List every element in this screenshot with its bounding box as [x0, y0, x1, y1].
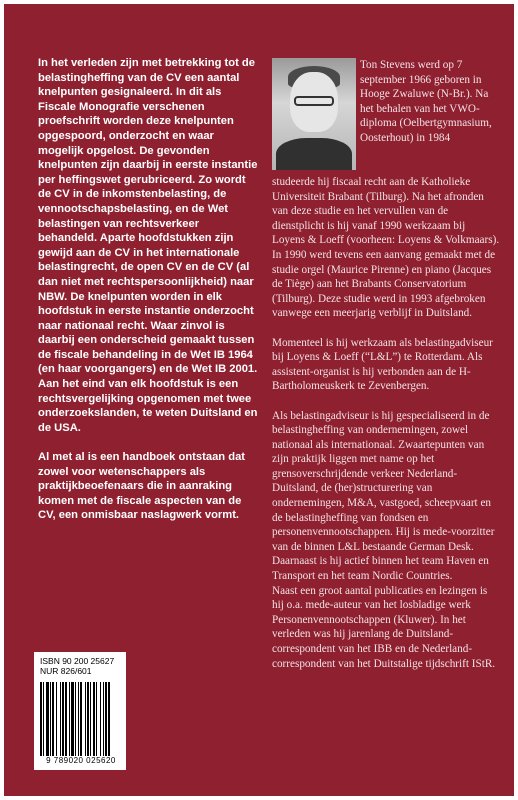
barcode-bar — [60, 682, 61, 756]
bio-paragraph-2: Momenteel is hij werkzaam als belastingadviseur bij Loyens & Loeff (“L&L”) te Rotterdam. Als assistent-organist is hij verbonden aan de H- Bartholomeuskerk te Zevenbergen. — [272, 336, 493, 393]
barcode-bar — [65, 682, 67, 756]
author-photo — [272, 58, 356, 170]
barcode-bar — [56, 682, 57, 756]
barcode-bar — [93, 682, 95, 756]
barcode-bar — [71, 682, 74, 756]
barcode-bar — [46, 682, 49, 756]
barcode-bar — [52, 682, 54, 756]
barcode-bar — [108, 682, 110, 756]
barcode-bar — [100, 682, 101, 756]
blurb — [38, 56, 260, 538]
barcode-label — [34, 652, 126, 770]
barcode-bar — [43, 682, 44, 756]
bio-paragraph-4: Naast een groot aantal publicaties en lezingen is hij o.a. mede-auteur van het losbladige werk Personenvennootschappen (Kluwer). In het verleden was hij jarenlang de Duitsland-correspondent van het IBB en de Nederland-correspondent van het Duitstalige tijdschrift IStR. — [272, 584, 496, 670]
barcode-bar — [87, 682, 89, 756]
author-bio — [272, 175, 500, 686]
barcode-bar — [80, 682, 82, 756]
barcode-bar — [103, 682, 104, 756]
author-bio-intro: Ton Stevens werd op 7 september 1966 geboren in Hooge Zwaluwe (N-Br.). Na het behalen van het VWO-diploma (Oelbertgymnasium, Oosterhout) in 1984 — [360, 59, 492, 144]
barcode-bar — [40, 682, 42, 756]
bio-paragraph-3: Als belastingadviseur is hij gespecialiseerd in de belastingheffing van ondernemingen, zowel nationaal als internationaal. Zwaartepunten van zijn praktijk liggen met name op het grensoverschrijdende verkeer Nederland-Duitsland, de (her)structurering van ondernemingen, M&A, vastgoed, scheepvaart en de belastingheffing van fondsen en personenvennootschappen. Hij is mede-voorzitter van de binnen L&L bestaande German Desk. Daarnaast is hij actief binnen het team Haven en Transport en het team Nordic Countries. — [272, 409, 495, 583]
barcode-bar — [105, 682, 107, 756]
bio-paragraph-1: studeerde hij fiscaal recht aan de Katholieke Universiteit Brabant (Tilburg). Na het afronden van deze studie en het vervullen van de dienstplicht is hij vanaf 1990 werkzaam bij Loyens & Loeff (voorheen: Loyens & Volkmaars). In 1990 werd tevens een aanvang gemaakt met de studie orgel (Maurice Pirenne) en piano (Jacques de Tiège) aan het Brabants Conservatorium (Tilburg). Deze studie werd in 1993 afgebroken vanwege een meerjarig verblijf in Duitsland. — [272, 176, 500, 320]
barcode-bar — [78, 682, 79, 756]
barcode-bars — [40, 682, 120, 756]
barcode-bar — [96, 682, 97, 756]
barcode-bar — [90, 682, 91, 756]
barcode-bar — [85, 682, 86, 756]
barcode-bar — [62, 682, 64, 756]
blurb-paragraph-2: Al met al is een handboek ontstaan dat zowel voor wetenschappers als praktijkbeoefenaars die in aanraking komen met de fiscale aspecten van de CV, een onmisbaar naslagwerk vormt. — [38, 451, 246, 522]
barcode-bar — [50, 682, 51, 756]
blurb-paragraph-1: In het verleden zijn met betrekking tot de belastingheffing van de CV een aantal knelpunten gesignaleerd. In dit als Fiscale Monografie verschenen proefschrift worden deze knelpunten opgespoord, onderzocht en waar mogelijk opgelost. De gevonden knelpunten zijn daarbij in eerste instantie per heffingswet gerubriceerd. Zo wordt de CV in de inkomstenbelasting, de vennootschapsbelasting, en de Wet belastingen van rechtsverkeer behandeld. Aparte hoofdstukken zijn gewijd aan de CV in het internationale belastingrecht, de open CV en de CV (al dan niet met rechtspersoonlijkheid) naar NBW. De knelpunten worden in elk hoofdstuk in eerste instantie onderzocht naar nationaal recht. Waar zinvol is daarbij een onderscheid gemaakt tussen de fiscale behandeling in de Wet IB 1964 (en haar voorgangers) en de Wet IB 2001. Aan het eind van elk hoofdstuk is een rechtsvergelijking opgenomen met twee onderzoekslanden, te weten Duitsland en de USA. — [38, 57, 258, 434]
nur-text: NUR 826/601 — [40, 666, 92, 676]
barcode-bar — [75, 682, 76, 756]
isbn-text: ISBN 90 200 25627 — [40, 656, 115, 666]
barcode-number: 9 789020 025620 — [46, 756, 116, 765]
barcode-bar — [69, 682, 70, 756]
